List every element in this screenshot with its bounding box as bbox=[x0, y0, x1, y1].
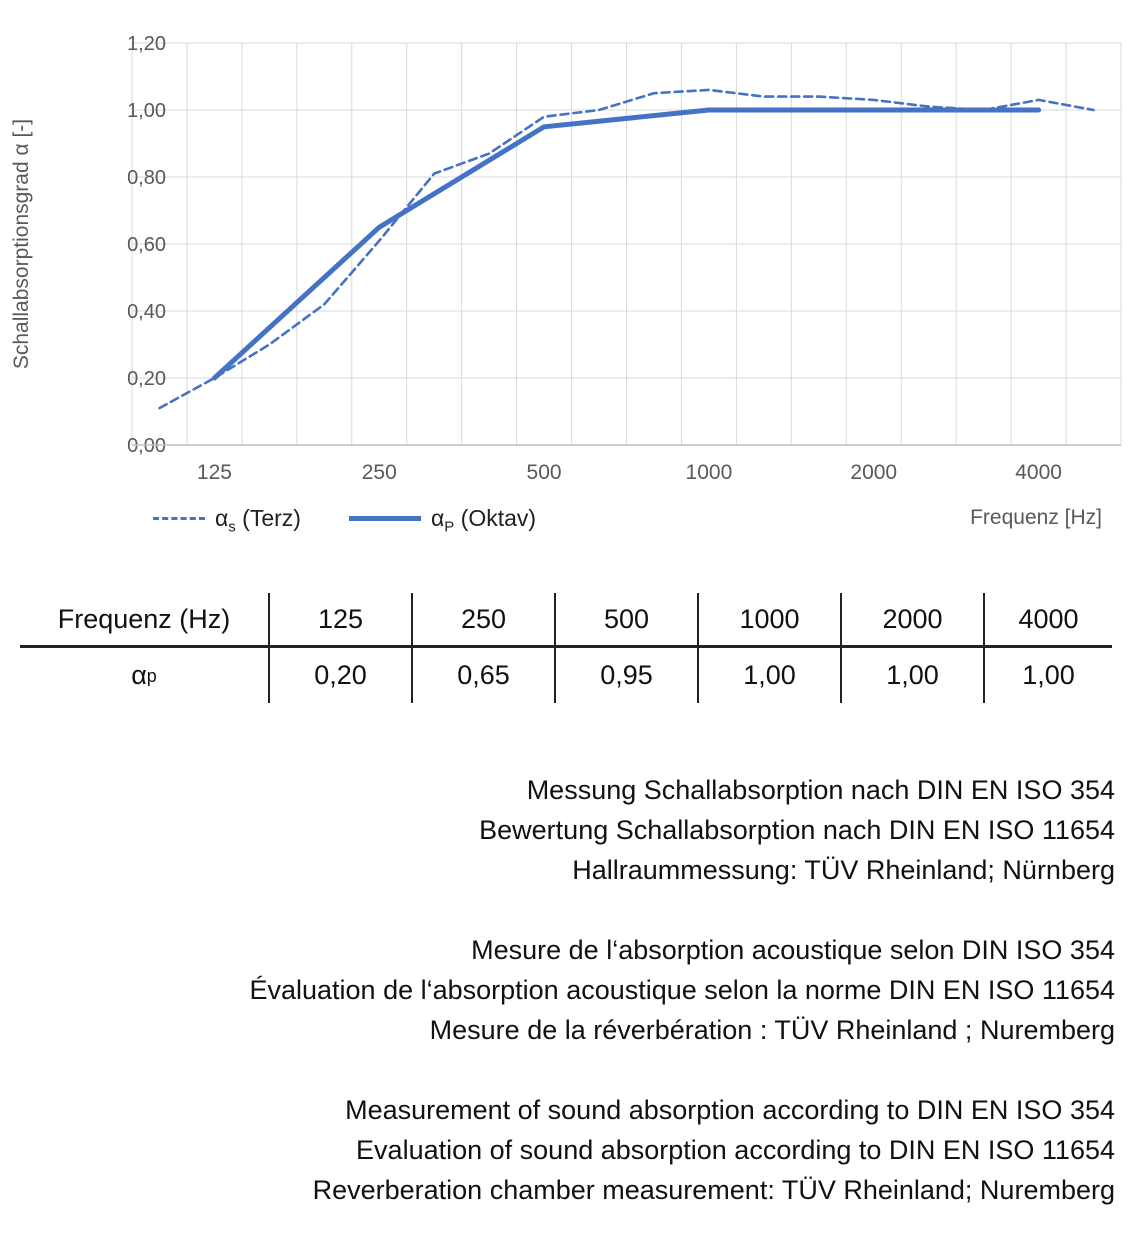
note-line: Mesure de l‘absorption acoustique selon DIN ISO 354 bbox=[471, 935, 1115, 965]
table-value-2000: 1,00 bbox=[842, 648, 985, 703]
notes-section bbox=[0, 770, 1115, 1210]
note-line: Hallraummessung: TÜV Rheinland; Nürnberg bbox=[572, 855, 1115, 885]
note-line: Bewertung Schallabsorption nach DIN EN ISO 11654 bbox=[479, 815, 1115, 845]
x-tick-label: 1000 bbox=[685, 461, 733, 484]
note-english bbox=[0, 1090, 1115, 1210]
legend-item-alpha-p bbox=[349, 505, 537, 536]
y-tick-label: 0,80 bbox=[127, 167, 166, 189]
table-header-250: 250 bbox=[413, 593, 556, 648]
legend-label-alpha-p: $\alpha_P$ (Oktav) bbox=[430, 505, 537, 536]
x-axis-title: Frequenz [Hz] bbox=[970, 506, 1102, 529]
table-header-1000: 1000 bbox=[699, 593, 842, 648]
y-tick-label: 0,60 bbox=[127, 234, 166, 256]
table-header-2000: 2000 bbox=[842, 593, 985, 648]
y-tick-label: 1,00 bbox=[127, 100, 166, 122]
solid-line-swatch bbox=[349, 516, 421, 521]
table-value-4000: 1,00 bbox=[1022, 660, 1075, 690]
table-header-frequency: Frequenz (Hz) bbox=[20, 593, 270, 648]
note-line: Mesure de la réverbération : TÜV Rheinland ; Nuremberg bbox=[429, 1015, 1115, 1045]
table-value-500: 0,95 bbox=[556, 648, 699, 703]
y-axis-title: Schallabsorptionsgrad α [-] bbox=[10, 118, 33, 370]
note-line: Measurement of sound absorption according to DIN EN ISO 354 bbox=[345, 1095, 1115, 1125]
dashed-line-swatch bbox=[153, 517, 205, 520]
y-tick-label: 0,00 bbox=[127, 435, 166, 457]
table-header-500: 500 bbox=[556, 593, 699, 648]
x-tick-label: 2000 bbox=[850, 461, 898, 484]
table-value-250: 0,65 bbox=[413, 648, 556, 703]
table-row-label-alpha-p: α p bbox=[20, 648, 270, 703]
table-value-1000: 1,00 bbox=[699, 648, 842, 703]
y-tick-label: 1,20 bbox=[127, 33, 166, 55]
legend-label-alpha-s: $\alpha_s$ (Terz) bbox=[215, 505, 301, 536]
note-line: Évaluation de l‘absorption acoustique selon la norme DIN EN ISO 11654 bbox=[249, 975, 1115, 1005]
absorption-table bbox=[20, 593, 1112, 703]
absorption-chart bbox=[0, 0, 1135, 500]
x-tick-label: 500 bbox=[526, 461, 562, 484]
table-value-125: 0,20 bbox=[270, 648, 413, 703]
table-header-125: 125 bbox=[270, 593, 413, 648]
x-tick-label: 4000 bbox=[1015, 461, 1062, 484]
legend-item-alpha-s bbox=[153, 505, 301, 536]
note-line: Reverberation chamber measurement: TÜV Rheinland; Nuremberg bbox=[312, 1175, 1115, 1205]
x-tick-label: 125 bbox=[196, 461, 232, 484]
absorption-chart-figure bbox=[0, 0, 1135, 558]
table-header-4000: 4000 bbox=[985, 593, 1112, 648]
chart-legend bbox=[153, 505, 537, 536]
note-german bbox=[0, 770, 1115, 890]
note-line: Messung Schallabsorption nach DIN EN ISO 354 bbox=[526, 775, 1115, 805]
y-tick-label: 0,40 bbox=[127, 301, 166, 323]
note-line: Evaluation of sound absorption according to DIN EN ISO 11654 bbox=[356, 1135, 1115, 1165]
y-tick-label: 0,20 bbox=[127, 368, 166, 390]
x-tick-label: 250 bbox=[361, 461, 397, 484]
note-french bbox=[0, 930, 1115, 1050]
